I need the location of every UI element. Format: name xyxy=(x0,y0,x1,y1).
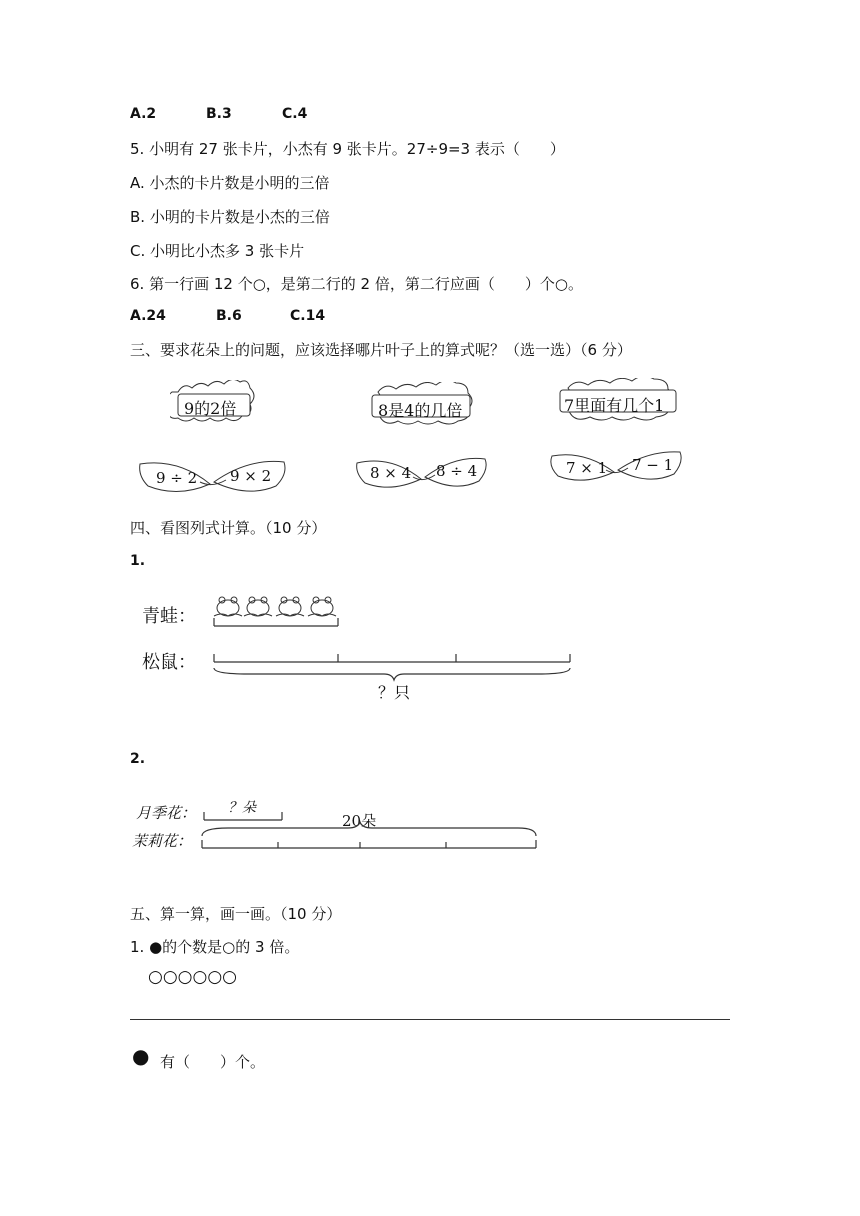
q6-option-b: B.6 xyxy=(216,308,242,324)
section4-p1-number: 1. xyxy=(130,553,146,569)
frog-label: 青蛙： xyxy=(142,606,196,627)
leaf-1a: 9 ÷ 2 xyxy=(156,469,198,487)
section3-title: 三、要求花朵上的问题，应该选择哪片叶子上的算式呢？（选一选）（6 分） xyxy=(130,341,632,359)
q4-option-b: B.3 xyxy=(206,106,232,122)
squirrel-label: 松鼠： xyxy=(142,652,196,673)
q6-option-a: A.24 xyxy=(130,308,166,324)
section4-title: 四、看图列式计算。（10 分） xyxy=(130,519,327,537)
hollow-circles: ○○○○○○ xyxy=(148,967,238,987)
q4-option-a: A.2 xyxy=(130,106,157,122)
answer-text: 有（ ）个。 xyxy=(160,1053,266,1071)
total-label: 20朵 xyxy=(342,812,377,830)
frog-squirrel-diagram xyxy=(208,590,580,670)
answer-dot: ● xyxy=(132,1044,150,1068)
leaf-2a: 8 × 4 xyxy=(370,464,412,482)
q5-option-c: C. 小明比小杰多 3 张卡片 xyxy=(130,242,305,260)
section5-title: 五、算一算，画一画。（10 分） xyxy=(130,905,342,923)
section5-p1: 1. ●的个数是○的 3 倍。 xyxy=(130,938,300,956)
q5-option-a: A. 小杰的卡片数是小明的三倍 xyxy=(130,174,330,192)
frog-icon xyxy=(214,597,242,616)
drawing-line xyxy=(130,1019,730,1020)
leaf-1b: 9 × 2 xyxy=(230,467,272,485)
flower-label-3: 7里面有几个1 xyxy=(564,396,665,415)
flower-label-2: 8是4的几倍 xyxy=(378,401,463,420)
section4-p2-number: 2. xyxy=(130,751,146,767)
rose-jasmine-diagram xyxy=(198,806,543,856)
rose-question: ？朵 xyxy=(228,800,256,816)
q4-option-c: C.4 xyxy=(282,106,308,122)
q6-stem: 6. 第一行画 12 个○，是第二行的 2 倍，第二行应画（ ）个○。 xyxy=(130,275,583,293)
leaf-3b: 7 − 1 xyxy=(632,456,674,474)
q5-stem: 5. 小明有 27 张卡片，小杰有 9 张卡片。27÷9=3 表示（ ） xyxy=(130,140,565,158)
jasmine-label: 茉莉花： xyxy=(132,832,193,850)
squirrel-question: ？只 xyxy=(378,683,411,702)
leaf-2b: 8 ÷ 4 xyxy=(436,462,478,480)
q5-option-b: B. 小明的卡片数是小杰的三倍 xyxy=(130,208,330,226)
rose-label: 月季花： xyxy=(136,804,197,822)
leaf-3a: 7 × 1 xyxy=(566,459,608,477)
q6-option-c: C.14 xyxy=(290,308,326,324)
flower-label-1: 9的2倍 xyxy=(184,399,237,418)
